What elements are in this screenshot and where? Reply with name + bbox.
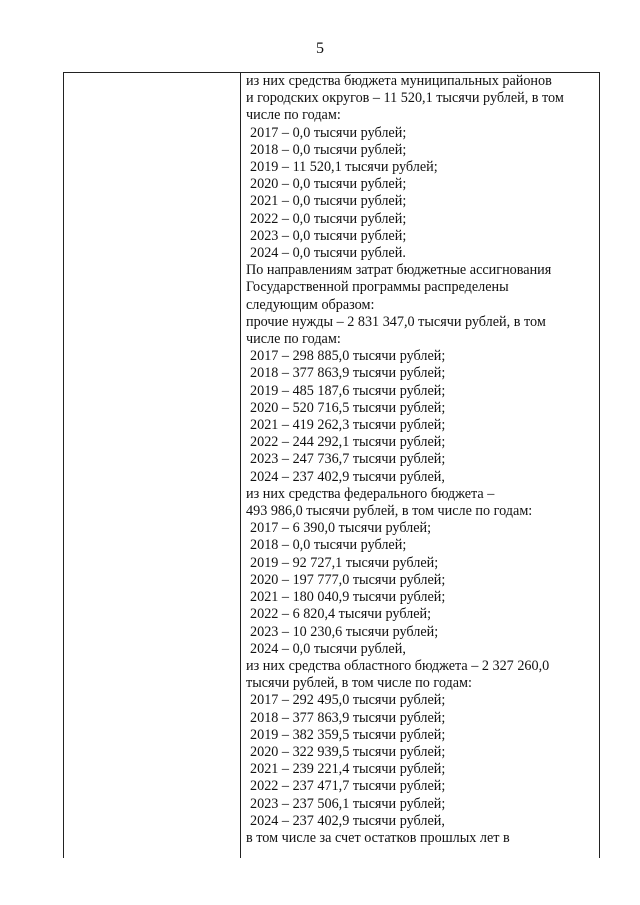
text-line: 2018 – 0,0 тысячи рублей; [250, 141, 407, 158]
text-line: 2024 – 0,0 тысячи рублей. [250, 245, 406, 262]
text-line: 2017 – 0,0 тысячи рублей; [250, 124, 407, 141]
text-line: 2023 – 237 506,1 тысячи рублей; [250, 795, 446, 812]
table-right-column [241, 73, 599, 858]
text-line: из них средства областного бюджета – 2 327 260,0 [246, 657, 550, 674]
text-line: 2018 – 377 863,9 тысячи рублей; [250, 709, 446, 726]
text-line: 2017 – 292 495,0 тысячи рублей; [250, 692, 446, 709]
text-line: 2019 – 11 520,1 тысячи рублей; [250, 159, 438, 176]
text-line: 2023 – 247 736,7 тысячи рублей; [250, 451, 446, 468]
text-line: 2023 – 0,0 тысячи рублей; [250, 227, 407, 244]
text-line: Государственной программы распределены [246, 279, 509, 296]
text-line: 2020 – 520 716,5 тысячи рублей; [250, 399, 446, 416]
text-line: 2021 – 0,0 тысячи рублей; [250, 193, 407, 210]
text-line: 2019 – 382 359,5 тысячи рублей; [250, 726, 446, 743]
text-line: 2021 – 239 221,4 тысячи рублей; [250, 761, 446, 778]
text-line: 493 986,0 тысячи рублей, в том числе по годам: [246, 503, 533, 520]
text-line: 2017 – 6 390,0 тысячи рублей; [250, 520, 432, 537]
text-line: 2018 – 0,0 тысячи рублей; [250, 537, 407, 554]
text-line: 2020 – 0,0 тысячи рублей; [250, 176, 407, 193]
page-number: 5 [316, 40, 324, 57]
text-line: 2018 – 377 863,9 тысячи рублей; [250, 365, 446, 382]
text-line: 2024 – 237 402,9 тысячи рублей, [250, 812, 445, 829]
text-line: 2022 – 0,0 тысячи рублей; [250, 210, 407, 227]
text-line: 2021 – 419 262,3 тысячи рублей; [250, 417, 446, 434]
text-line: 2021 – 180 040,9 тысячи рублей; [250, 589, 446, 606]
text-line: 2024 – 0,0 тысячи рублей, [250, 640, 406, 657]
text-line: 2022 – 6 820,4 тысячи рублей; [250, 606, 432, 623]
text-line: 2020 – 197 777,0 тысячи рублей; [250, 571, 446, 588]
text-line: числе по годам: [246, 107, 341, 124]
text-line: 2023 – 10 230,6 тысячи рублей; [250, 623, 439, 640]
text-line: в том числе за счет остатков прошлых лет в [246, 829, 510, 846]
text-line: 2017 – 298 885,0 тысячи рублей; [250, 348, 446, 365]
text-line: 2024 – 237 402,9 тысячи рублей, [250, 468, 445, 485]
text-line: прочие нужды – 2 831 347,0 тысячи рублей, в том [246, 313, 546, 330]
text-line: 2022 – 237 471,7 тысячи рублей; [250, 778, 446, 795]
text-line: числе по годам: [246, 331, 341, 348]
text-line: 2020 – 322 939,5 тысячи рублей; [250, 743, 446, 760]
text-line: из них средства федерального бюджета – [246, 485, 495, 502]
text-line: и городских округов – 11 520,1 тысячи рублей, в том [246, 90, 564, 107]
text-line: из них средства бюджета муниципальных районов [246, 73, 552, 89]
text-line: 2019 – 485 187,6 тысячи рублей; [250, 382, 446, 399]
funding-table [63, 72, 600, 858]
text-line: 2022 – 244 292,1 тысячи рублей; [250, 434, 446, 451]
text-line: 2019 – 92 727,1 тысячи рублей; [250, 554, 439, 571]
table-left-column [64, 73, 241, 858]
text-line: следующим образом: [246, 296, 375, 313]
text-line: тысячи рублей, в том числе по годам: [246, 675, 472, 692]
text-line: По направлениям затрат бюджетные ассигнования [246, 262, 552, 279]
